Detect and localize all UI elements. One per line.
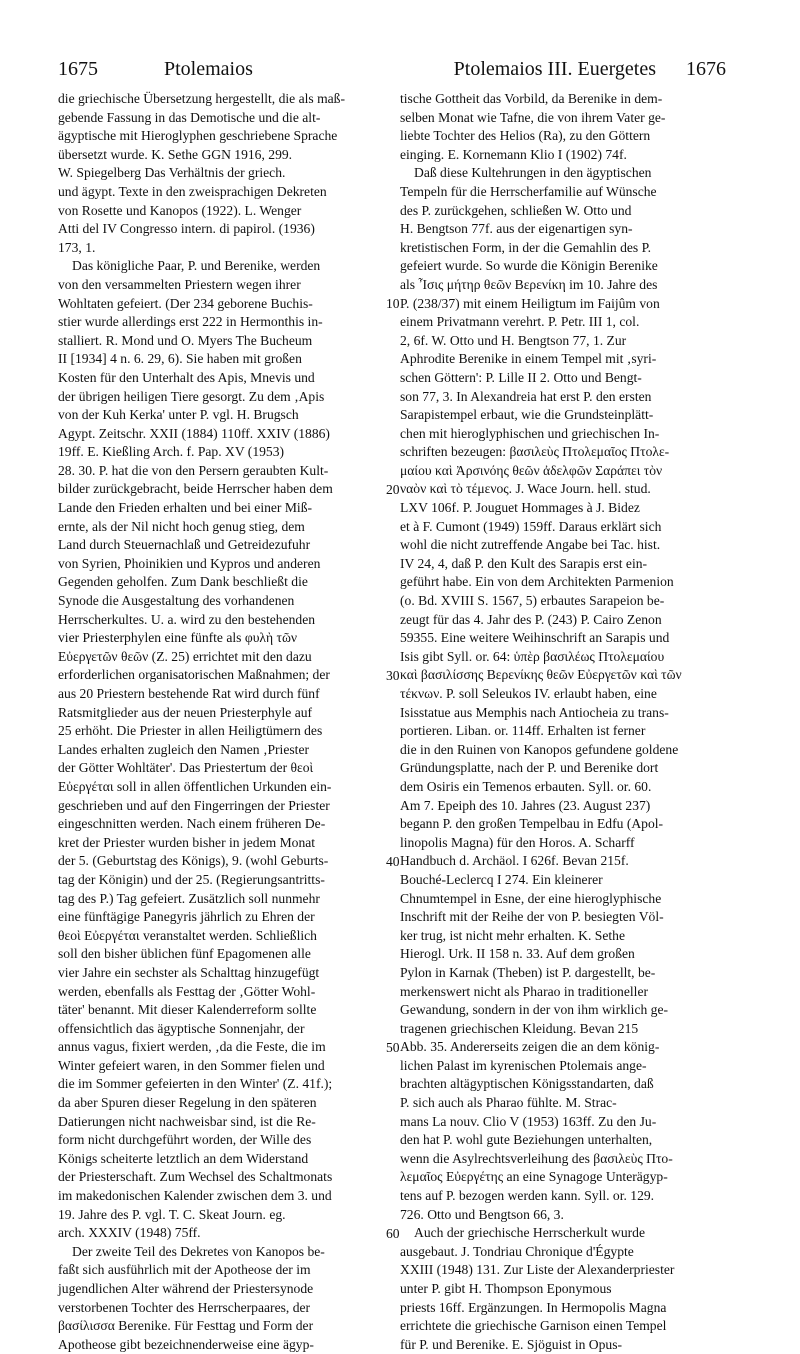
text-line: selben Monat wie Tafne, die von ihrem Vater ge- [400,109,666,125]
text-line: der Priesterschaft. Zum Wechsel des Schaltmonats [58,1169,333,1185]
text-line: schriften bezeugen: βασιλεὺς Πτολεμαῖος Πτολε- [400,444,670,460]
right-column-text [400,90,730,1354]
left-page-number: 1675 [58,58,98,80]
text-line: Herrscherkultes. U. a. wird zu den bestehenden [58,611,316,627]
text-line: Wohltaten gefeiert. (Der 234 geborene Buchis- [58,295,313,311]
text-line: 173, 1. [58,239,96,255]
text-line: unter P. gibt H. Thompson Eponymous [400,1281,612,1296]
text-line: Lande den Frieden erhalten und bei einer Miß- [58,500,313,516]
text-line: verstorbenen Tochter des Herrscherpaares, der [58,1299,311,1315]
text-line: βασίλισσα Berenike. Für Festtag und Form der [58,1318,314,1334]
text-line: W. Spiegelberg Das Verhältnis der griech. [58,165,286,181]
text-line: καὶ βασιλίσσης Βερενίκης θεῶν Εὐεργετῶν καὶ τῶν [400,667,682,683]
text-line: arch. XXXIV (1948) 75ff. [58,1225,201,1241]
text-line: gebende Fassung in das Demotische und die alt- [58,109,321,125]
text-line: XXIII (1948) 131. Zur Liste der Alexanderpriester [400,1262,675,1278]
text-line: 2, 6f. W. Otto und H. Bengtson 77, 1. Zur [400,332,627,348]
text-line: die in den Ruinen von Kanopos gefundene goldene [400,741,679,757]
text-line: Gründungsplatte, nach der P. und Berenike dort [400,760,659,776]
text-line: (o. Bd. XVIII S. 1567, 5) erbautes Sarapeion be- [400,593,665,609]
text-line: einem Privatmann verehrt. P. Petr. III 1, col. [400,314,640,330]
text-line: zeugt für das 4. Jahr des P. (243) P. Cairo Zenon [400,611,662,627]
text-line: Isisstatue aus Memphis nach Antiocheia zu trans- [400,704,669,720]
text-line: ausgebaut. J. Tondriau Chronique d'Égypte [400,1243,634,1259]
margin-line-number: 10 [386,295,400,311]
text-line: begann P. den großen Tempelbau in Edfu (Apol- [400,816,664,832]
text-line: erforderlichen organisatorischen Maßnahmen; der [58,667,330,683]
text-line: Aphrodite Berenike in einem Tempel mit ‚syri- [400,351,657,367]
text-line: kretistischen Form, in der die Gemahlin des P. [400,239,652,255]
text-line: Εὐεργέται soll in allen öffentlichen Urkunden ein- [58,778,332,794]
text-line: ägyptische mit Hieroglyphen geschriebene Sprache [58,128,338,144]
text-line: liebte Tochter des Helios (Ra), zu den Göttern [400,128,651,144]
right-page-number: 1676 [686,58,726,80]
text-line: Atti del IV Congresso intern. di papirol. (1936) [58,221,315,237]
left-column-text [58,90,392,1354]
text-line: Tempeln für die Herrscherfamilie auf Wünsche [400,183,657,199]
text-line: Am 7. Epeiph des 10. Jahres (23. August 237) [400,797,651,813]
text-line: von Syrien, Phoinikien und Kypros und anderen [58,555,321,571]
text-line: täter' benannt. Mit dieser Kalenderreform sollte [58,1002,317,1018]
text-line: lichen Palast im kyrenischen Ptolemais ange- [400,1057,647,1073]
margin-line-number: 40 [386,853,400,869]
text-line: und ägypt. Texte in den zweisprachigen Dekreten [58,183,327,199]
text-line: die im Sommer gefeierten in den Winter' (Z. 41f.); [58,1076,333,1092]
text-line: Datierungen nicht nachweisbar sind, ist die Re- [58,1113,316,1129]
text-line: P. sich auch als Pharao fühlte. M. Strac- [400,1095,617,1111]
text-line: Handbuch d. Archäol. I 626f. Bevan 215f. [400,853,629,869]
text-line: Agypt. Zeitschr. XXII (1884) 110ff. XXIV (1886) [58,425,330,441]
text-line: als Ἶσις μήτηρ θεῶν Βερενίκη im 10. Jahre des [400,276,658,292]
text-line: Hierogl. Urk. II 158 n. 33. Auf dem großen [400,946,635,962]
text-line: Chnumtempel in Esne, der eine hieroglyphische [400,890,662,906]
text-line: annus vagus, fixiert werden, ‚da die Feste, die im [58,1039,326,1055]
text-line: dem Osiris ein Temenos erbauten. Syll. or. 60. [400,778,652,794]
text-line: τέκνων. P. soll Seleukos IV. erlaubt haben, eine [400,686,657,701]
text-line: wenn die Asylrechtsverleihung des βασιλεὺς Πτο- [400,1150,673,1166]
text-line: Bouché-Leclercq I 274. Ein kleinerer [400,871,603,887]
text-line: im makedonischen Kalender zwischen dem 3. und [58,1188,332,1204]
right-running-title: Ptolemaios III. Euergetes [453,58,656,80]
text-line: Sarapistempel erbaut, wie die Grundsteinplätt- [400,407,654,423]
text-line: des P. zurückgehen, schließen W. Otto und [400,202,632,218]
text-line: μαίου καὶ Ἀρσινόης θεῶν ἀδελφῶν Σαράπει τὸν [400,462,663,478]
text-line: LXV 106f. P. Jouguet Hommages à J. Bidez [400,500,640,516]
text-line: 19ff. E. Kießling Arch. f. Pap. XV (1953) [58,444,285,460]
text-line: Isis gibt Syll. or. 64: ὑπὲρ βασιλέως Πτολεμαίου [400,648,665,664]
text-line: der 5. (Geburtstag des Königs), 9. (wohl Geburts- [58,853,329,869]
text-line: von Rosette und Kanopos (1922). L. Wenger [58,202,302,218]
text-line: Pylon in Karnak (Theben) ist P. dargestellt, be- [400,964,656,980]
text-line: eine fünftägige Panegyris jährlich zu Ehren der [58,909,315,925]
text-line: ναὸν καὶ τὸ τέμενος. J. Wace Journ. hell. stud. [400,481,651,497]
text-line: von der Kuh Kerka' unter P. vgl. H. Brugsch [58,407,299,423]
text-line: merkenswert nicht als Pharao in traditioneller [400,983,649,999]
text-line: der Götter Wohltäter'. Das Priestertum der θεοὶ [58,760,314,776]
text-line: Landes erhalten zugleich den Namen ‚Priester [58,741,309,757]
text-line: 19. Jahre des P. vgl. T. C. Skeat Journ. eg. [58,1206,286,1222]
text-line: 59355. Eine weitere Weihinschrift an Sarapis und [400,630,670,646]
text-line: schen Göttern': P. Lille II 2. Otto und Bengt- [400,369,642,385]
text-line: 726. Otto und Bengtson 66, 3. [400,1206,564,1222]
text-line: Εὐεργετῶν θεῶν (Z. 25) errichtet mit den dazu [58,648,312,664]
text-line: stier wurde allerdings erst 222 in Hermonthis in- [58,314,323,330]
text-line: geschrieben und auf den Fingerringen der Priester [58,797,330,813]
text-line: brachten altägyptischen Königsstandarten, daß [400,1076,654,1092]
text-line: portieren. Liban. or. 114ff. Erhalten ist ferner [400,723,646,739]
text-line: ernte, als der Nil nicht hoch genug stieg, dem [58,518,305,534]
text-line: faßt sich ausführlich mit der Apotheose der im [58,1262,311,1278]
text-line: geführt habe. Ein von dem Architekten Parmenion [400,574,674,590]
margin-line-number: 60 [386,1225,400,1241]
text-line: Land durch Steuernachlaß und Getreidezufuhr [58,537,311,553]
text-line: λεμαῖος Εὐεργέτης an eine Synagoge Unterägyp- [400,1169,668,1185]
text-line: Inschrift mit der Reihe der von P. besiegten Völ- [400,909,664,925]
text-line: Der zweite Teil des Dekretes von Kanopos be- [72,1243,325,1259]
text-line: chen mit hieroglyphischen und griechischen In- [400,425,660,441]
text-line: mans La nouv. Clio V (1953) 163ff. Zu den Ju- [400,1113,657,1129]
text-line: tens auf P. bezogen werden kann. Syll. or. 129. [400,1188,655,1204]
text-line: übersetzt wurde. K. Sethe GGN 1916, 299. [58,146,293,162]
text-line: Daß diese Kultehrungen in den ägyptischen [414,165,652,181]
text-line: die griechische Übersetzung hergestellt, die als maß- [58,91,346,106]
text-line: der übrigen heiligen Tiere gesorgt. Zu dem ‚Apis [58,388,325,404]
text-line: da aber Spuren dieser Regelung in den späteren [58,1095,317,1111]
page-header [58,58,726,88]
text-line: für P. und Berenike. E. Sjöguist in Opus- [400,1336,623,1352]
text-line: Auch der griechische Herrscherkult wurde [414,1225,645,1241]
text-line: 28. 30. P. hat die von den Persern geraubten Kult- [58,462,329,478]
text-line: Gewandung, sondern in der von ihm wirklich ge- [400,1002,669,1018]
text-line: Ratsmitglieder aus der neuen Priesterphyle auf [58,704,313,720]
text-line: Synode die Ausgestaltung des vorhandenen [58,593,295,609]
text-line: Königs scheiterte letztlich an dem Widerstand [58,1150,309,1166]
text-line: priests 16ff. Ergänzungen. In Hermopolis Magna [400,1299,667,1315]
text-line: ker trug, ist nicht mehr erhalten. K. Sethe [400,927,625,943]
text-line: linopolis Magna) für den Horos. A. Scharff [400,834,635,850]
text-line: IV 24, 4, daß P. den Kult des Sarapis erst ein- [400,555,648,571]
text-line: werden, ebenfalls als Festtag der ‚Götter Wohl- [58,983,316,999]
text-line: Das königliche Paar, P. und Berenike, werden [72,258,321,274]
text-line: Apotheose gibt bezeichnenderweise eine ägyp- [58,1336,314,1352]
text-line: tische Gottheit das Vorbild, da Berenike in dem- [400,91,663,106]
left-running-title: Ptolemaios [164,58,253,80]
text-line: kret der Priester wurden bisher in jedem Monat [58,834,316,850]
text-line: tag der Königin) und der 25. (Regierungsantritts- [58,871,325,887]
text-line: errichtete die griechische Garnison einen Tempel [400,1318,667,1334]
margin-line-number: 30 [386,667,400,683]
text-line: vier Priesterphylen eine fünfte als φυλὴ τῶν [58,630,298,646]
text-line: offensichtlich das ägyptische Sonnenjahr, der [58,1020,305,1036]
text-line: aus 20 Priestern bestehende Rat wird durch fünf [58,686,320,701]
text-line: tragenen griechischen Kleidung. Bevan 215 [400,1020,639,1036]
text-line: et à F. Cumont (1949) 159ff. Daraus erklärt sich [400,518,662,534]
text-line: stalliert. R. Mond und O. Myers The Bucheum [58,332,313,348]
text-line: eingeschnitten werden. Nach einem früheren De- [58,816,326,832]
text-line: tag des P.) Tag gefeiert. Zusätzlich soll nunmehr [58,890,320,906]
text-line: son 77, 3. In Alexandreia hat erst P. den ersten [400,388,652,404]
text-line: H. Bengtson 77f. aus der eigenartigen syn- [400,221,633,237]
text-line: Gegenden geholfen. Zum Dank beschließt die [58,574,308,590]
margin-line-number: 20 [386,481,400,497]
text-line: einging. E. Kornemann Klio I (1902) 74f. [400,146,627,162]
text-line: P. (238/37) mit einem Heiligtum im Faijûm von [400,295,660,311]
margin-line-number: 50 [386,1039,400,1055]
text-line: vier Jahre ein sechster als Schalttag hinzugefügt [58,964,320,980]
text-line: wohl die nicht zutreffende Angabe bei Tac. hist. [400,537,661,553]
text-line: den hat P. wohl gute Beziehungen unterhalten, [400,1132,653,1148]
text-line: Kosten für den Unterhalt des Apis, Mnevis und [58,369,315,385]
text-line: 25 erhöht. Die Priester in allen Heiligtümern des [58,723,323,739]
text-line: soll den bisher üblichen fünf Epagomenen alle [58,946,311,962]
text-line: bilder zurückgebracht, beide Herrscher haben dem [58,481,333,497]
text-line: Winter gefeiert waren, in den Sommer fielen und [58,1057,325,1073]
text-line: Abb. 35. Andererseits zeigen die an dem könig- [400,1039,660,1055]
text-line: II [1934] 4 n. 6. 29, 6). Sie haben mit großen [58,351,302,367]
text-line: form nicht durchgeführt worden, der Wille des [58,1132,312,1148]
text-line: gefeiert wurde. So wurde die Königin Berenike [400,258,658,274]
text-line: jugendlichen Alter während der Priestersynode [58,1281,314,1296]
text-line: θεοὶ Εὐεργέται veranstaltet werden. Schließlich [58,927,317,943]
text-line: von den versammelten Priestern wegen ihrer [58,276,301,292]
